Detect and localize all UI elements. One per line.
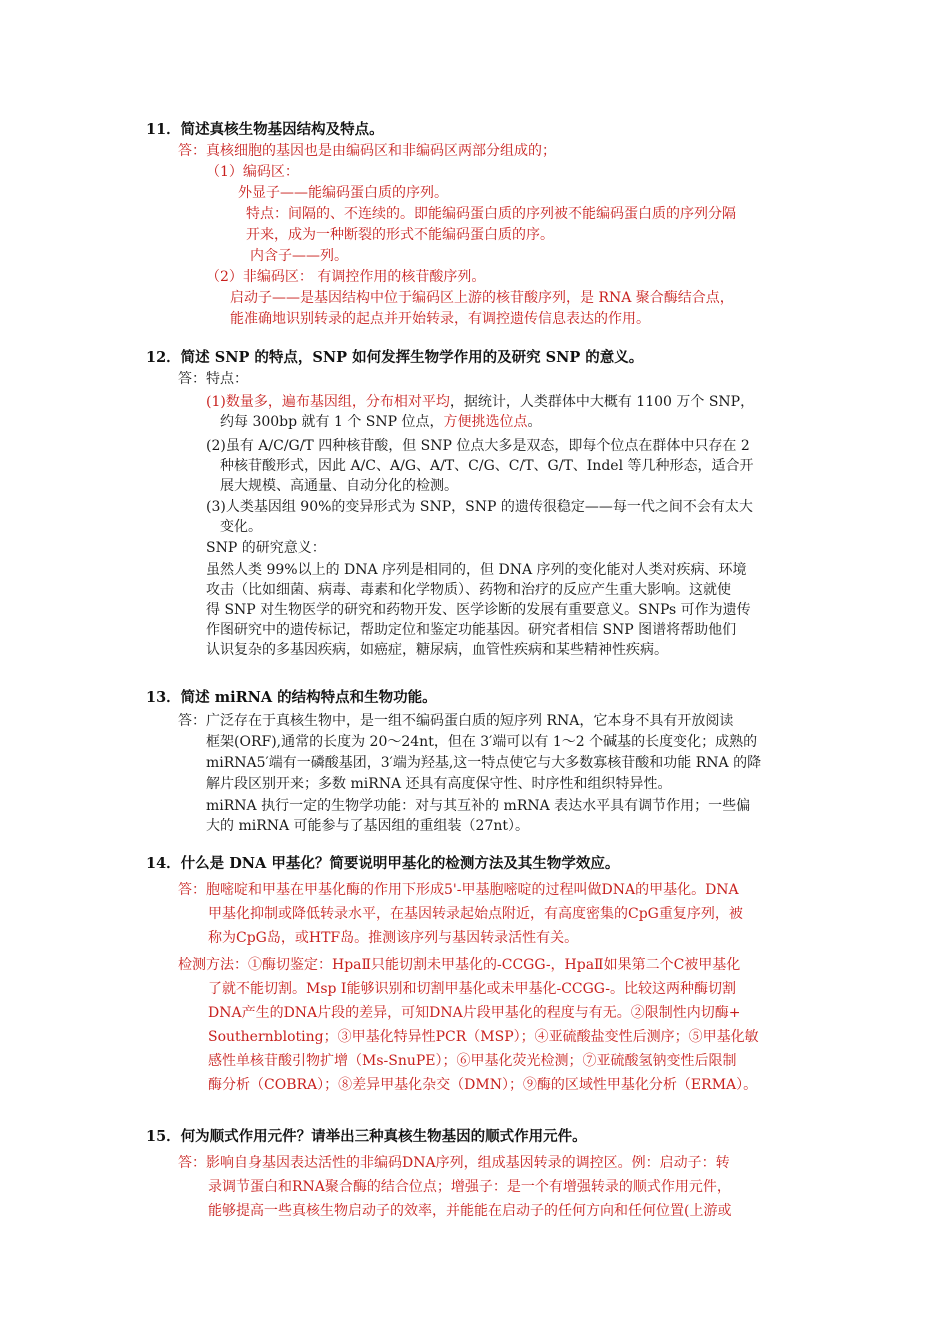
q11-answer-line: （1）编码区： bbox=[206, 164, 299, 180]
q12-title: 12．简述 SNP 的特点，SNP 如何发挥生物学作用的及研究 SNP 的意义。 bbox=[146, 349, 644, 366]
q11-answer-line: 答：真核细胞的基因也是由编码区和非编码区两部分组成的； bbox=[178, 143, 556, 159]
q15-answer-line: 录调节蛋白和RNA聚合酶的结合位点；增强子：是一个有增强转录的顺式作用元件， bbox=[208, 1179, 731, 1195]
q12-significance-line: 得 SNP 对生物医学的研究和药物开发、医学诊断的发展有重要意义。SNPs 可作为遗传 bbox=[206, 602, 751, 618]
q12-significance-line: 作图研究中的遗传标记，帮助定位和鉴定功能基因。研究者相信 SNP 图谱将帮助他们 bbox=[206, 622, 737, 638]
q13-answer-line: 答：广泛存在于真核生物中，是一组不编码蛋白质的短序列 RNA，它本身不具有开放阅读 bbox=[178, 713, 734, 729]
q15-title: 15．何为顺式作用元件？请举出三种真核生物基因的顺式作用元件。 bbox=[146, 1128, 587, 1145]
q13-answer-line: 框架(ORF),通常的长度为 20～24nt，但在 3′端可以有 1～2 个碱基的长度变化；成熟的 bbox=[206, 734, 758, 750]
q11-answer-line: 内含子——列。 bbox=[250, 248, 348, 264]
q11-title: 11．简述真核生物基因结构及特点。 bbox=[146, 121, 384, 138]
q12-text: 约每 300bp 就有 1 个 SNP 位点， bbox=[220, 414, 444, 430]
q12-highlight: (1)数量多，遍布基因组，分布相对平均 bbox=[206, 394, 450, 410]
q12-point-1-line bbox=[206, 392, 754, 412]
q12-point-2-line: (2)虽有 A/C/G/T 四种核苷酸，但 SNP 位点大多是双态，即每个位点在群体中只存在 2 bbox=[206, 438, 750, 454]
q11-answer-line: （2）非编码区： 有调控作用的核苷酸序列。 bbox=[206, 269, 486, 285]
q13-answer-line: 解片段区别开来；多数 miRNA 还具有高度保守性、时序性和组织特异性。 bbox=[206, 776, 672, 792]
q11-answer-line: 外显子——能编码蛋白质的序列。 bbox=[238, 185, 448, 201]
q12-text: 。 bbox=[527, 414, 542, 430]
q14-method-line: 了就不能切割。Msp Ⅰ能够识别和切割甲基化或未甲基化-CCGG-。比较这两种酶切割 bbox=[208, 981, 736, 997]
q12-point-3-line: (3)人类基因组 90%的变异形式为 SNP，SNP 的遗传很稳定——每一代之间不会有太大 bbox=[206, 499, 753, 515]
q14-answer-line: 甲基化抑制或降低转录水平，在基因转录起始点附近，有高度密集的CpG重复序列，被 bbox=[208, 906, 743, 922]
q14-method-line: DNA产生的DNA片段的差异，可知DNA片段甲基化的程度与有无。②限制性内切酶+ bbox=[208, 1005, 741, 1021]
q12-answer-label: 答：特点： bbox=[178, 371, 248, 387]
q14-method-line: 酶分析（COBRA）；⑧差异甲基化杂交（DMN）；⑨酶的区域性甲基化分析（ERMA）。 bbox=[208, 1077, 758, 1093]
q15-answer-line: 能够提高一些真核生物启动子的效率，并能能在启动子的任何方向和任何位置(上游或 bbox=[208, 1203, 732, 1219]
q14-title: 14．什么是 DNA 甲基化？简要说明甲基化的检测方法及其生物学效应。 bbox=[146, 855, 620, 872]
q14-answer-line: 称为CpG岛，或HTF岛。推测该序列与基因转录活性有关。 bbox=[208, 930, 579, 946]
q12-point-2-line: 展大规模、高通量、自动分化的检测。 bbox=[220, 478, 458, 494]
q14-method-line: 感性单核苷酸引物扩增（Ms-SnuPE）；⑥甲基化荧光检测；⑦亚硫酸氢钠变性后限制 bbox=[208, 1053, 737, 1069]
q11-answer-line: 启动子——是基因结构中位于编码区上游的核苷酸序列，是 RNA 聚合酶结合点， bbox=[230, 290, 734, 306]
q11-answer-line: 开来，成为一种断裂的形式不能编码蛋白质的序。 bbox=[246, 227, 554, 243]
q12-significance-line: 攻击（比如细菌、病毒、毒素和化学物质）、药物和治疗的反应产生重大影响。这就使 bbox=[206, 582, 731, 598]
q12-significance-line: 虽然人类 99%以上的 DNA 序列是相同的，但 DNA 序列的变化能对人类对疾病、环境 bbox=[206, 562, 747, 578]
q14-answer-line: 答：胞嘧啶和甲基在甲基化酶的作用下形成5'-甲基胞嘧啶的过程叫做DNA的甲基化。DNA bbox=[178, 882, 739, 898]
q12-point-1-line bbox=[220, 412, 542, 432]
q15-answer-line: 答：影响自身基因表达活性的非编码DNA序列，组成基因转录的调控区。例：启动子：转 bbox=[178, 1155, 730, 1171]
q12-significance-line: 认识复杂的多基因疾病，如癌症，糖尿病，血管性疾病和某些精神性疾病。 bbox=[206, 642, 668, 658]
q13-answer-line: miRNA5′端有一磷酸基团，3′端为羟基,这一特点使它与大多数寡核苷酸和功能 RNA 的降 bbox=[206, 755, 762, 771]
q13-answer-line: miRNA 执行一定的生物学功能：对与其互补的 mRNA 表达水平具有调节作用；一些偏 bbox=[206, 798, 751, 814]
q12-point-2-line: 种核苷酸形式，因此 A/C、A/G、A/T、C/G、C/T、G/T、Indel 等几种形态，适合开 bbox=[220, 458, 754, 474]
q11-answer-line: 特点：间隔的、不连续的。即能编码蛋白质的序列被不能编码蛋白质的序列分隔 bbox=[246, 206, 736, 222]
q12-significance-label: SNP 的研究意义： bbox=[206, 540, 326, 556]
q11-answer-line: 能准确地识别转录的起点并开始转录，有调控遗传信息表达的作用。 bbox=[230, 311, 650, 327]
q14-method-line: Southernbloting；③甲基化特异性PCR（MSP）；④亚硫酸盐变性后测序；⑤甲基化敏 bbox=[208, 1029, 759, 1045]
q12-highlight: 方便挑选位点 bbox=[443, 414, 528, 430]
q13-answer-line: 大的 miRNA 可能参与了基因组的重组装（27nt）。 bbox=[206, 818, 530, 834]
q12-point-3-line: 变化。 bbox=[220, 519, 262, 535]
q13-title: 13．简述 miRNA 的结构特点和生物功能。 bbox=[146, 689, 437, 706]
q12-text: ，据统计，人类群体中大概有 1100 万个 SNP， bbox=[449, 394, 755, 410]
q14-method-line: 检测方法：①酶切鉴定：HpaⅡ只能切割未甲基化的-CCGG-，HpaⅡ如果第二个C被甲基化 bbox=[178, 957, 741, 973]
